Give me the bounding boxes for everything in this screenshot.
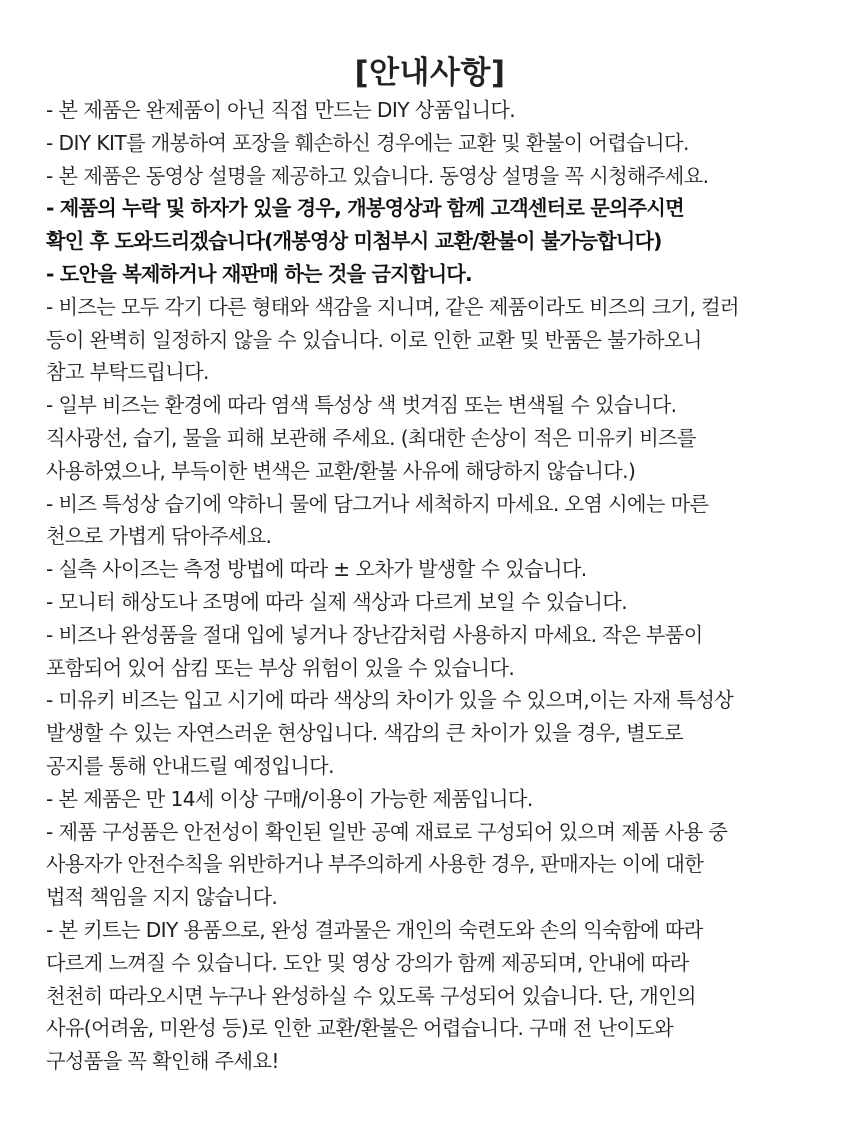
notice-line-emphasis: - 제품의 누락 및 하자가 있을 경우, 개봉영상과 함께 고객센터로 문의주시면 xyxy=(46,196,684,221)
notice-line: - 미유키 비즈는 입고 시기에 따라 색상의 차이가 있을 수 있으며,이는 자재 특성상 xyxy=(46,688,734,713)
notice-line: - 본 제품은 동영상 설명을 제공하고 있습니다. 동영상 설명을 꼭 시청해주세요. xyxy=(46,163,709,188)
notice-line: - DIY KIT를 개봉하여 포장을 훼손하신 경우에는 교환 및 환불이 어렵습니다. xyxy=(46,130,689,155)
notice-line: 발생할 수 있는 자연스러운 현상입니다. 색감의 큰 차이가 있을 경우, 별도로 xyxy=(46,721,683,746)
notice-line: 참고 부탁드립니다. xyxy=(46,360,209,385)
notice-line: - 본 키트는 DIY 용품으로, 완성 결과물은 개인의 숙련도와 손의 익숙함에 따라 xyxy=(46,917,703,942)
notice-line: - 비즈는 모두 각기 다른 형태와 색감을 지니며, 같은 제품이라도 비즈의 크기, 컬러 xyxy=(46,294,739,319)
notice-line-emphasis: 확인 후 도와드리겠습니다(개봉영상 미첨부시 교환/환불이 불가능합니다) xyxy=(46,229,662,254)
notice-line: 사유(어려움, 미완성 등)로 인한 교환/환불은 어렵습니다. 구매 전 난이도와 xyxy=(46,1016,674,1041)
notice-line: 직사광선, 습기, 물을 피해 보관해 주세요. (최대한 손상이 적은 미유키 비즈를 xyxy=(46,425,696,450)
notice-line: - 실측 사이즈는 측정 방법에 따라 ± 오차가 발생할 수 있습니다. xyxy=(46,557,587,582)
notice-line: - 모니터 해상도나 조명에 따라 실제 색상과 다르게 보일 수 있습니다. xyxy=(46,589,628,614)
notice-line: - 비즈나 완성품을 절대 입에 넣거나 장난감처럼 사용하지 마세요. 작은 부품이 xyxy=(46,622,703,647)
notice-line: 구성품을 꼭 확인해 주세요! xyxy=(46,1049,279,1074)
notice-line: 다르게 느껴질 수 있습니다. 도안 및 영상 강의가 함께 제공되며, 안내에 따라 xyxy=(46,950,689,975)
notice-line: 사용자가 안전수칙을 위반하거나 부주의하게 사용한 경우, 판매자는 이에 대한 xyxy=(46,852,704,877)
notice-line: 천으로 가볍게 닦아주세요. xyxy=(46,524,272,549)
notice-line: - 본 제품은 완제품이 아닌 직접 만드는 DIY 상품입니다. xyxy=(46,98,516,122)
notice-line: 공지를 통해 안내드릴 예정입니다. xyxy=(46,753,334,778)
notice-line-emphasis: - 도안을 복제하거나 재판매 하는 것을 금지합니다. xyxy=(46,261,472,286)
notice-line: - 일부 비즈는 환경에 따라 염색 특성상 색 벗겨짐 또는 변색될 수 있습니다. xyxy=(46,393,677,418)
notice-line: 포함되어 있어 삼킴 또는 부상 위험이 있을 수 있습니다. xyxy=(46,655,515,680)
notice-line: 사용하였으나, 부득이한 변색은 교환/환불 사유에 해당하지 않습니다.) xyxy=(46,458,636,483)
notice-line: - 본 제품은 만 14세 이상 구매/이용이 가능한 제품입니다. xyxy=(46,786,533,811)
notice-line: - 제품 구성품은 안전성이 확인된 일반 공예 재료로 구성되어 있으며 제품 사용 중 xyxy=(46,819,728,844)
notice-line: - 비즈 특성상 습기에 약하니 물에 담그거나 세척하지 마세요. 오염 시에는 마른 xyxy=(46,491,709,516)
notice-list xyxy=(46,94,836,1078)
page-title: [안내사항] xyxy=(354,54,506,91)
notice-line: 법적 책임을 지지 않습니다. xyxy=(46,885,278,910)
notice-line: 천천히 따라오시면 누구나 완성하실 수 있도록 구성되어 있습니다. 단, 개인의 xyxy=(46,983,696,1008)
notice-line: 등이 완벽히 일정하지 않을 수 있습니다. 이로 인한 교환 및 반품은 불가하오니 xyxy=(46,327,702,352)
